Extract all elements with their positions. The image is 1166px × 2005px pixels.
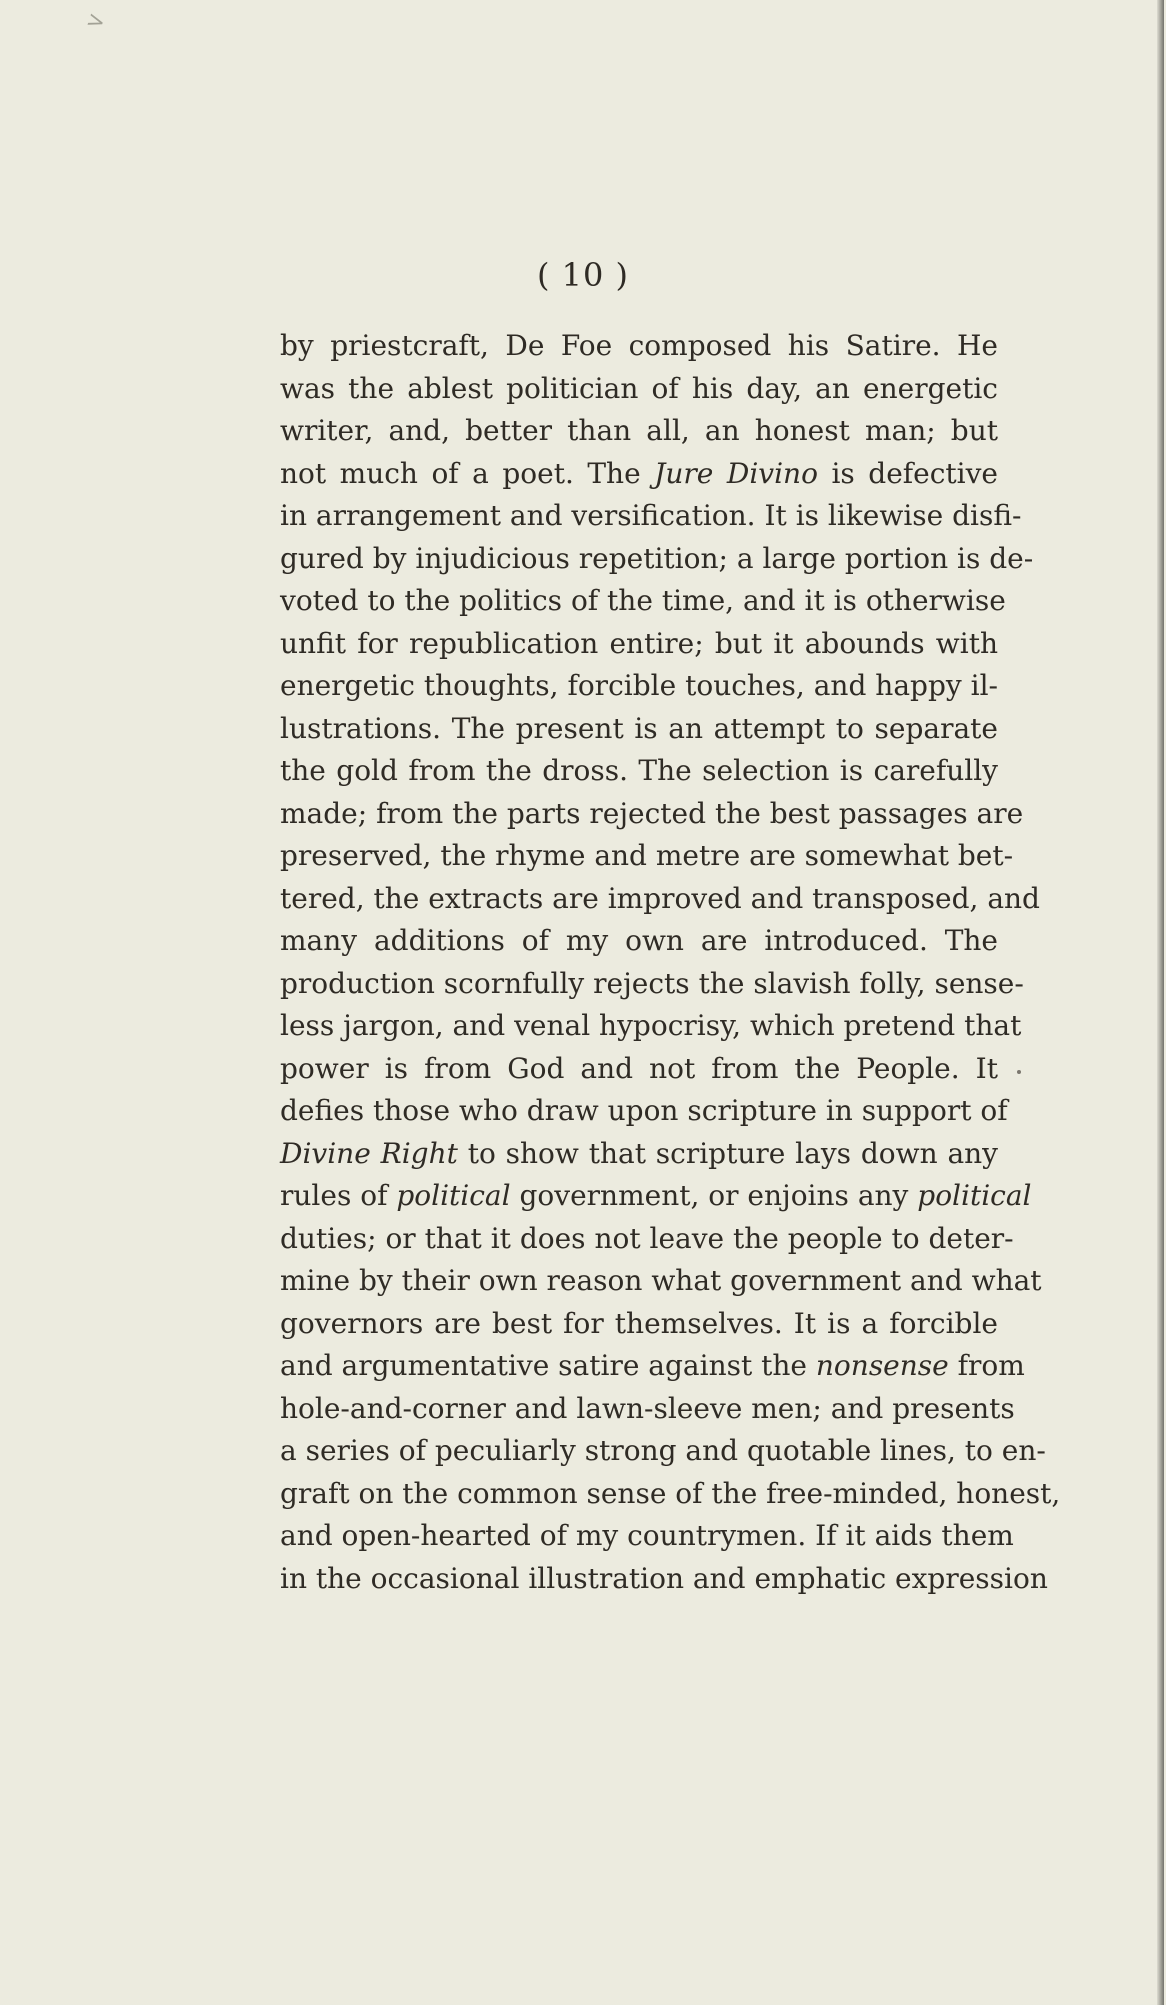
italic-text-segment: Divine Right bbox=[280, 1136, 458, 1170]
text-segment: in the occasional illustration and emphatic expression bbox=[280, 1561, 1048, 1595]
text-line bbox=[280, 1048, 998, 1091]
text-line bbox=[280, 708, 998, 751]
text-line bbox=[280, 1430, 1046, 1473]
text-line bbox=[280, 325, 998, 368]
text-segment: mine by their own reason what government and what bbox=[280, 1264, 1042, 1297]
text-segment: is defective bbox=[817, 456, 998, 490]
text-line bbox=[280, 1515, 1014, 1558]
italic-text-segment: nonsense bbox=[815, 1349, 949, 1382]
text-line bbox=[280, 453, 998, 496]
text-line bbox=[280, 1345, 1025, 1388]
text-line bbox=[280, 1005, 1022, 1048]
text-line bbox=[280, 1090, 1008, 1133]
italic-text-segment: Jure Divino bbox=[654, 456, 818, 490]
text-segment: duties; or that it does not leave the people to deter- bbox=[280, 1221, 1014, 1255]
text-segment: voted to the politics of the time, and it is otherwise bbox=[280, 584, 1006, 617]
text-line bbox=[280, 665, 998, 708]
text-line bbox=[280, 1218, 1014, 1261]
text-segment: made; from the parts rejected the best passages are bbox=[280, 796, 1024, 830]
corner-mark: > bbox=[83, 6, 109, 37]
text-line bbox=[280, 878, 1040, 921]
text-line bbox=[280, 368, 998, 411]
text-segment: writer, and, better than all, an honest man; but bbox=[280, 414, 998, 447]
text-segment: less jargon, and venal hypocrisy, which pretend that bbox=[280, 1009, 1022, 1042]
text-segment: rules of bbox=[280, 1179, 397, 1212]
text-segment: in arrangement and versification. It is likewise disfi- bbox=[280, 499, 1022, 532]
text-segment: was the ablest politician of his day, an energetic bbox=[280, 371, 998, 405]
text-segment: production scornfully rejects the slavish folly, sense- bbox=[280, 966, 1024, 1000]
page-number: ( 10 ) bbox=[536, 256, 630, 294]
text-segment: preserved, the rhyme and metre are somewhat bet- bbox=[280, 839, 1014, 872]
text-segment: a series of peculiarly strong and quotable lines, to en- bbox=[280, 1434, 1046, 1467]
text-line bbox=[280, 1388, 1015, 1431]
text-segment: energetic thoughts, forcible touches, and happy il- bbox=[280, 669, 998, 702]
text-segment: government, or enjoins any bbox=[510, 1179, 918, 1212]
ink-speck bbox=[1017, 1070, 1021, 1074]
text-line bbox=[280, 793, 1024, 836]
text-line bbox=[280, 1260, 1042, 1303]
text-line bbox=[280, 1303, 998, 1346]
text-line bbox=[280, 750, 998, 793]
text-segment: tered, the extracts are improved and transposed, and bbox=[280, 881, 1040, 915]
text-segment: by priestcraft, De Foe composed his Satire. He bbox=[280, 329, 998, 362]
text-segment: unfit for republication entire; but it abounds with bbox=[280, 626, 998, 660]
text-line bbox=[280, 1175, 1032, 1218]
text-line bbox=[280, 495, 1022, 538]
text-segment: graft on the common sense of the free-minded, honest, bbox=[280, 1476, 1061, 1510]
text-line bbox=[280, 1473, 1061, 1516]
text-line bbox=[280, 963, 1024, 1006]
text-segment: power is from God and not from the People. It bbox=[280, 1051, 998, 1085]
text-segment: the gold from the dross. The selection is carefully bbox=[280, 754, 998, 787]
text-line bbox=[280, 410, 998, 453]
text-segment: and argumentative satire against the bbox=[280, 1349, 816, 1382]
text-segment: and open-hearted of my countrymen. If it aids them bbox=[280, 1519, 1014, 1552]
italic-text-segment: political bbox=[396, 1179, 511, 1212]
text-segment: from bbox=[948, 1349, 1025, 1382]
text-segment: gured by injudicious repetition; a large portion is de- bbox=[280, 541, 1034, 575]
text-segment: not much of a poet. The bbox=[280, 456, 655, 490]
text-line bbox=[280, 623, 998, 666]
text-segment: governors are best for themselves. It is a forcible bbox=[280, 1306, 998, 1340]
text-segment: many additions of my own are introduced. The bbox=[280, 924, 998, 957]
text-segment: lustrations. The present is an attempt to separate bbox=[280, 711, 998, 745]
body-text bbox=[280, 325, 1061, 1625]
text-line bbox=[280, 835, 1014, 878]
text-line bbox=[280, 538, 1034, 581]
text-segment: to show that scripture lays down any bbox=[457, 1136, 998, 1170]
text-segment: hole-and-corner and lawn-sleeve men; and presents bbox=[280, 1391, 1015, 1425]
text-line bbox=[280, 580, 1006, 623]
text-line bbox=[280, 1558, 1048, 1601]
text-segment: defies those who draw upon scripture in support of bbox=[280, 1094, 1008, 1127]
text-line bbox=[280, 920, 998, 963]
text-line bbox=[280, 1133, 998, 1176]
page-edge-shadow bbox=[1157, 0, 1164, 2005]
italic-text-segment: political bbox=[917, 1179, 1032, 1212]
